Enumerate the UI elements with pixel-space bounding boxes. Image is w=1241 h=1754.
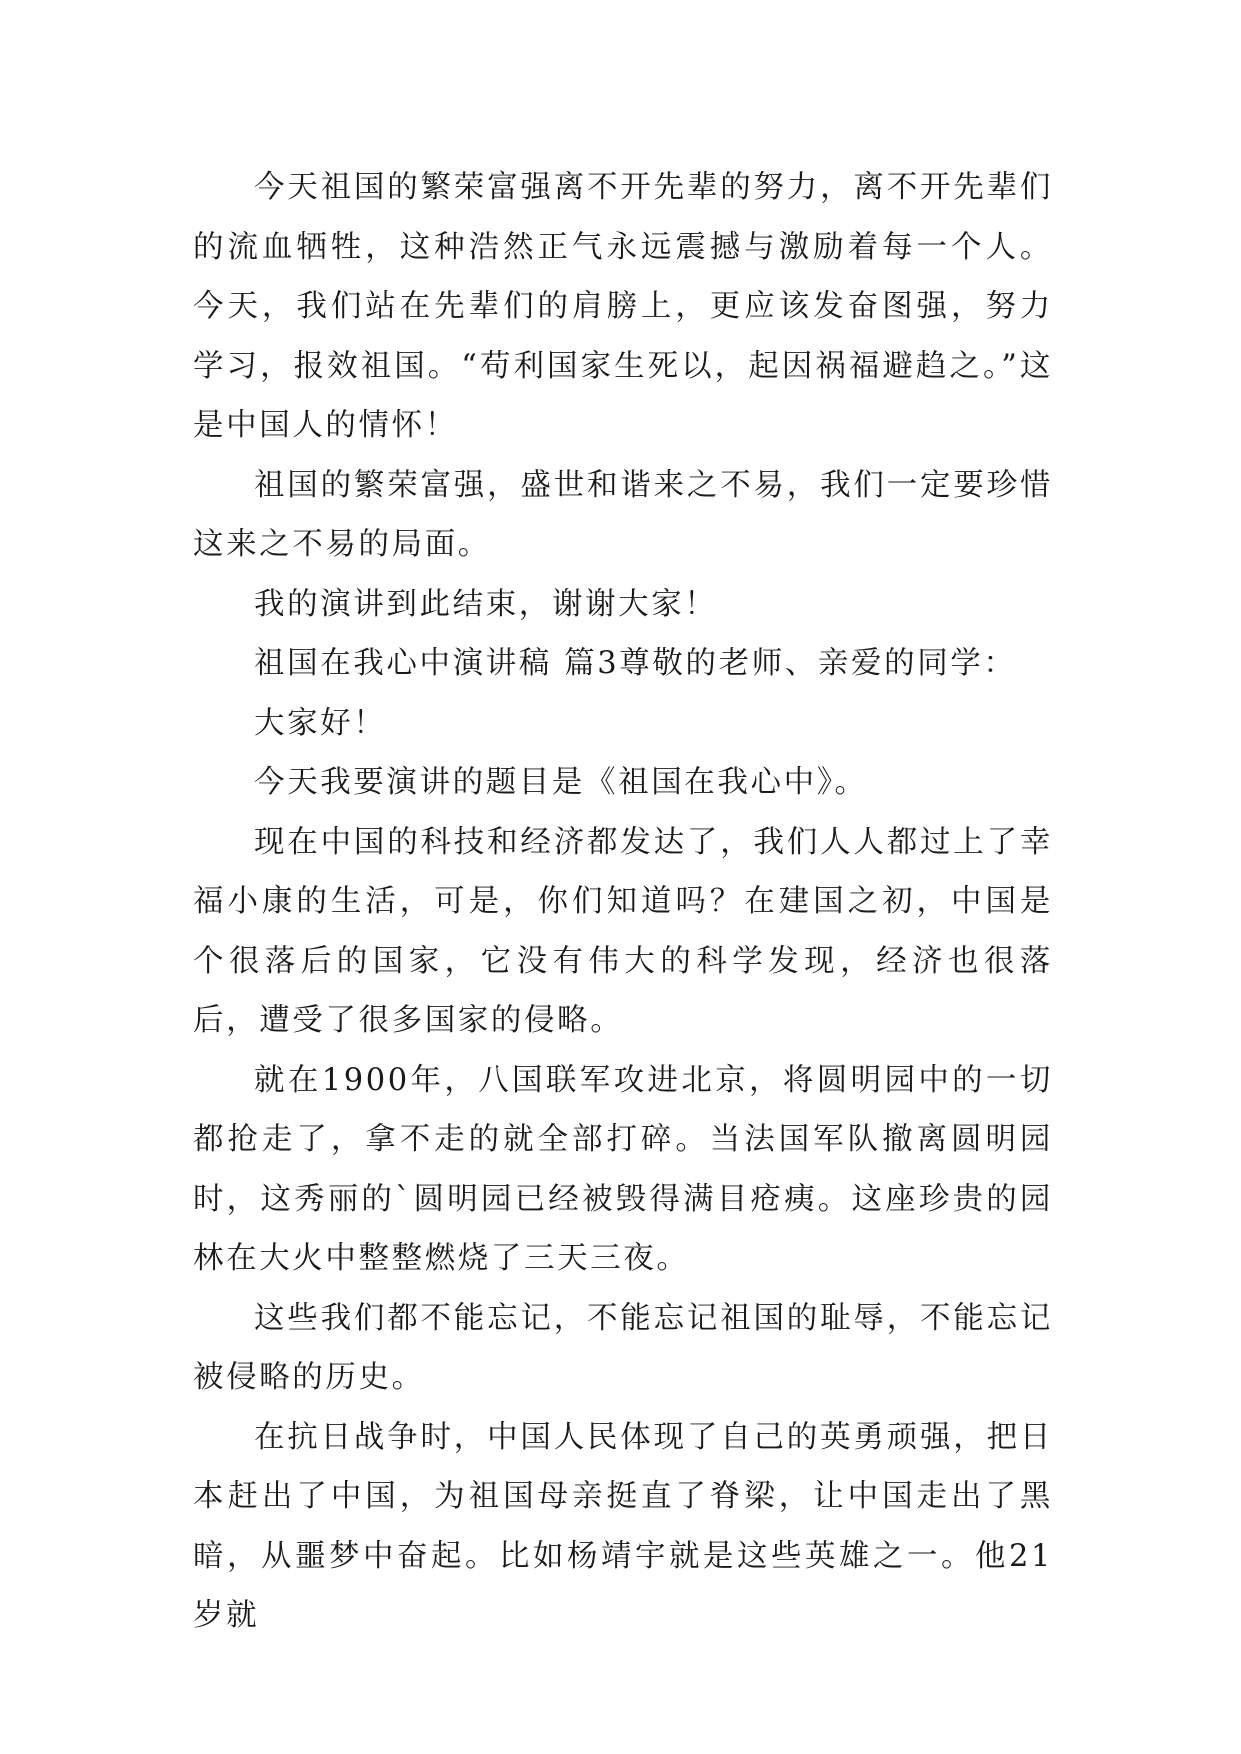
- paragraph-2: 祖国的繁荣富强，盛世和谐来之不易，我们一定要珍惜这来之不易的局面。: [193, 467, 1053, 562]
- paragraph-10: 在抗日战争时，中国人民体现了自己的英勇顽强，把日本赶出了中国，为祖国母亲挺直了脊梁，让中国走出了黑暗，从噩梦中奋起。比如杨靖宇就是这些英雄之一。他21岁就: [193, 1419, 1053, 1633]
- paragraph-9: 这些我们都不能忘记，不能忘记祖国的耻辱，不能忘记被侵略的历史。: [193, 1300, 1053, 1395]
- greeting: 大家好！: [254, 705, 387, 741]
- paragraph-7: 现在中国的科技和经济都发达了，我们人人都过上了幸福小康的生活，可是，你们知道吗？在建国之初，中国是个很落后的国家，它没有伟大的科学发现，经济也很落后，遭受了很多国家的侵略。: [193, 824, 1053, 1038]
- document-body: [193, 158, 1053, 1646]
- paragraph-topic: 今天我要演讲的题目是《祖国在我心中》。: [254, 765, 868, 800]
- paragraph-8: 就在1900年，八国联军攻进北京，将圆明园中的一切都抢走了，拿不走的就全部打碎。当法国军队撤离圆明园时，这秀丽的`圆明园已经被毁得满目疮痍。这座珍贵的园林在大火中整整燃烧了三天三夜。: [193, 1062, 1053, 1276]
- paragraph-1: 今天祖国的繁荣富强离不开先辈的努力，离不开先辈们的流血牺牲，这种浩然正气永远震撼与激励着每一个人。今天，我们站在先辈们的肩膀上，更应该发奋图强，努力学习，报效祖国。“苟利国家生死以，起因祸福避趋之。”这是中国人的情怀！: [193, 170, 1053, 443]
- paragraph-3: 我的演讲到此结束，谢谢大家！: [254, 586, 718, 622]
- section-heading: 祖国在我心中演讲稿 篇3尊敬的老师、亲爱的同学：: [254, 646, 1017, 681]
